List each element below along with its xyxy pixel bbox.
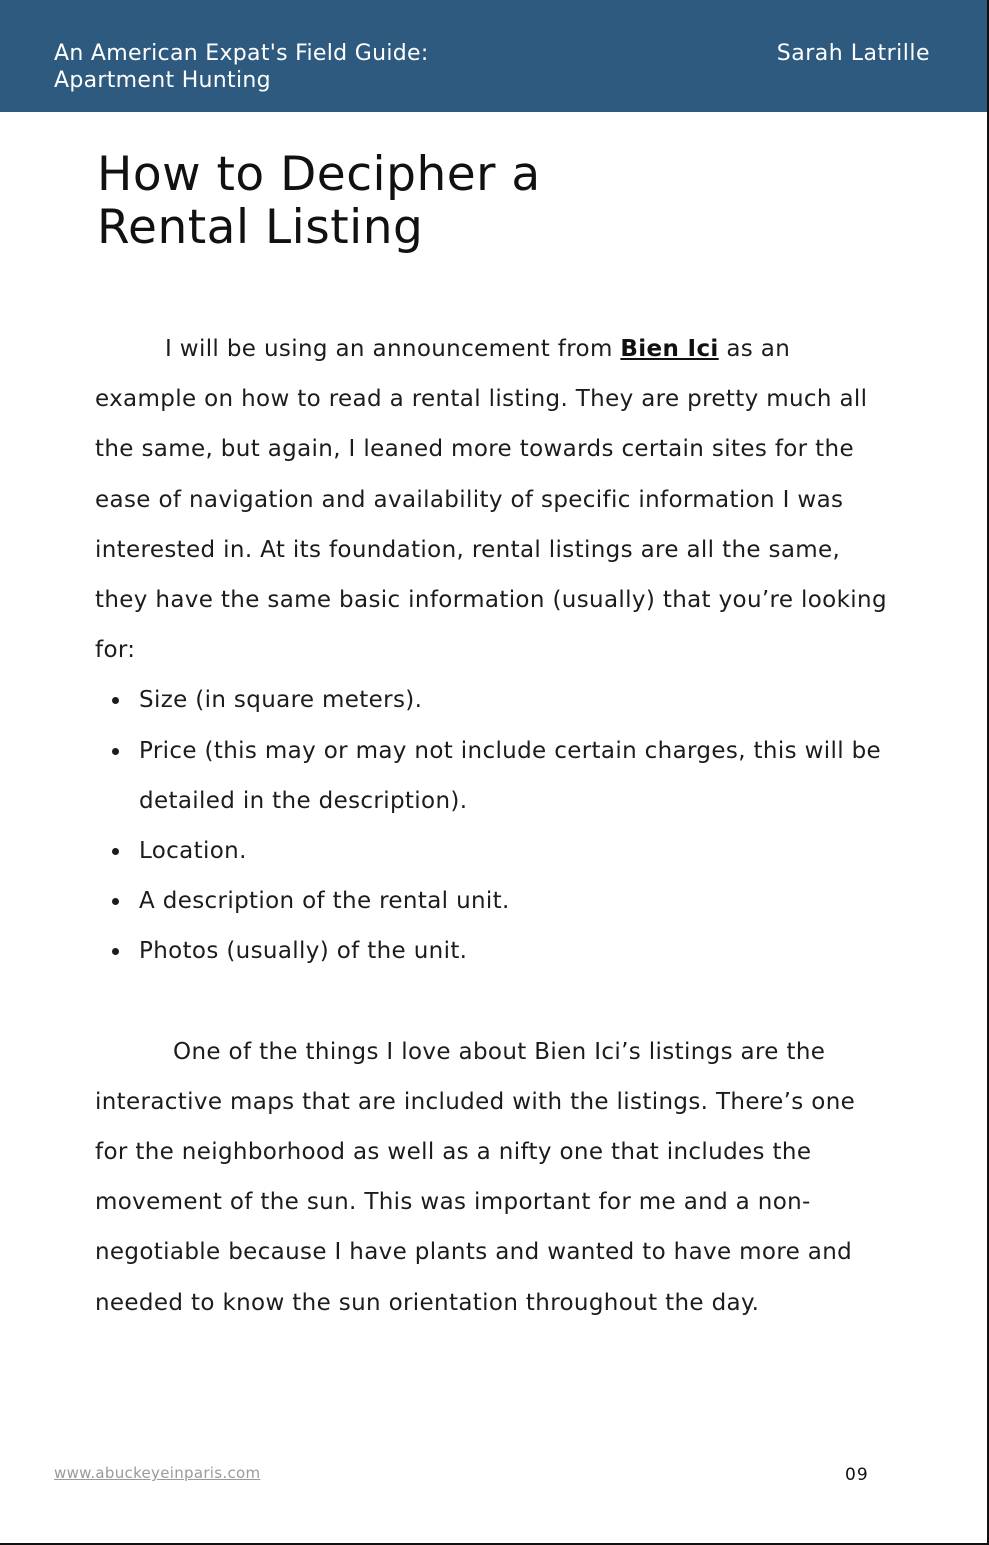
list-item: Location. <box>139 826 895 876</box>
bien-ici-link[interactable]: Bien Ici <box>620 336 719 362</box>
list-item: A description of the rental unit. <box>139 876 895 926</box>
list-item: Size (in square meters). <box>139 675 895 725</box>
page-title-line-1: How to Decipher a <box>97 147 541 202</box>
list-item: Photos (usually) of the unit. <box>139 926 895 976</box>
body-text <box>95 324 895 1328</box>
guide-title <box>54 40 574 94</box>
website-link[interactable]: www.abuckeyeinparis.com <box>54 1464 261 1482</box>
guide-title-line-2: Apartment Hunting <box>54 68 271 93</box>
intro-paragraph <box>95 324 895 675</box>
author-name: Sarah Latrille <box>776 41 930 66</box>
list-item: Price (this may or may not include certain charges, this will be detailed in the description). <box>139 726 895 826</box>
page-number: 09 <box>845 1465 869 1485</box>
page-title <box>97 148 541 254</box>
second-paragraph: One of the things I love about Bien Ici’s listings are the interactive maps that are included with the listings. There’s one for the neighborhood as well as a nifty one that includes the movement of the sun. This was important for me and a non-negotiable because I have plants and wanted to have more and needed to know the sun orientation throughout the day. <box>95 1038 856 1316</box>
page-title-line-2: Rental Listing <box>97 200 424 255</box>
page-header <box>0 0 987 112</box>
intro-text-before-link: I will be using an announcement from <box>165 336 621 362</box>
guide-title-line-1: An American Expat's Field Guide: <box>54 41 429 66</box>
listing-info-list <box>95 675 895 976</box>
intro-text-after-link: as an example on how to read a rental listing. They are pretty much all the same, but again, I leaned more towards certain sites for the ease of navigation and availability of specific information I was interested in. At its foundation, rental listings are all the same, they have the same basic information (usually) that you’re looking for: <box>95 336 887 664</box>
